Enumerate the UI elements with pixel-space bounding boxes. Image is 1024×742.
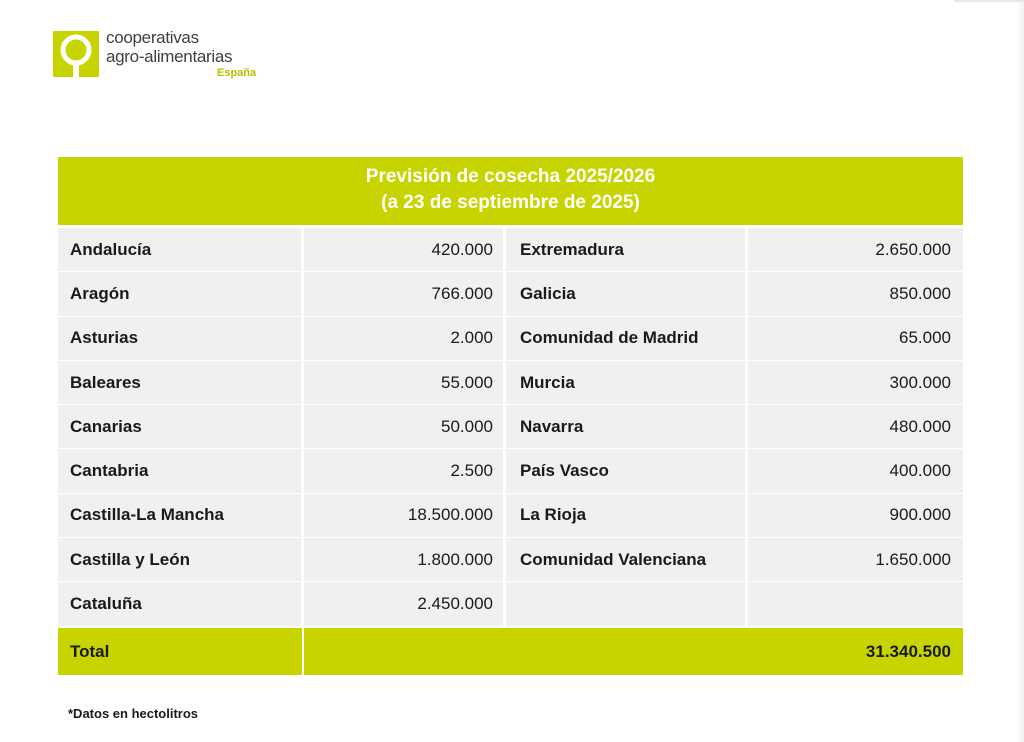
region-value-right: 850.000	[748, 272, 963, 316]
region-name-left: Andalucía	[58, 228, 304, 272]
region-value-right: 1.650.000	[748, 538, 963, 582]
region-value-left: 420.000	[304, 228, 506, 272]
region-value-left: 55.000	[304, 361, 506, 405]
region-value-right: 300.000	[748, 361, 963, 405]
region-value-left: 2.500	[304, 449, 506, 493]
region-value-right: 2.650.000	[748, 228, 963, 272]
page-edge	[1016, 0, 1024, 742]
table-title	[58, 157, 963, 225]
table-row	[58, 317, 963, 361]
region-name-right: Comunidad Valenciana	[506, 538, 748, 582]
region-name-left: Aragón	[58, 272, 304, 316]
logo-line2: agro-alimentarias	[106, 47, 233, 66]
logo-mark-icon	[53, 31, 99, 77]
logo-line1: cooperativas	[106, 28, 199, 47]
total-value: 31.340.500	[304, 628, 963, 675]
table-row	[58, 405, 963, 449]
region-value-left: 766.000	[304, 272, 506, 316]
region-value-left: 50.000	[304, 405, 506, 449]
logo-country: España	[217, 67, 257, 79]
footnote: *Datos en hectolitros	[68, 706, 199, 721]
region-name-left: Canarias	[58, 405, 304, 449]
region-value-left: 2.000	[304, 317, 506, 361]
region-value-right: 900.000	[748, 494, 963, 538]
region-value-right	[748, 582, 963, 626]
region-value-right: 65.000	[748, 317, 963, 361]
region-name-left: Baleares	[58, 361, 304, 405]
region-name-right	[506, 582, 748, 626]
region-name-left: Cataluña	[58, 582, 304, 626]
region-name-left: Asturias	[58, 317, 304, 361]
region-name-right: País Vasco	[506, 449, 748, 493]
table-row	[58, 361, 963, 405]
logo-wordmark	[106, 28, 232, 66]
region-name-right: Galicia	[506, 272, 748, 316]
region-value-left: 2.450.000	[304, 582, 506, 626]
region-name-right: Navarra	[506, 405, 748, 449]
region-value-right: 400.000	[748, 449, 963, 493]
table-row	[58, 228, 963, 272]
region-name-left: Castilla y León	[58, 538, 304, 582]
page-edge-top	[954, 0, 1024, 2]
region-name-right: Comunidad de Madrid	[506, 317, 748, 361]
total-row	[58, 628, 963, 675]
region-value-left: 1.800.000	[304, 538, 506, 582]
table-title-line2: (a 23 de septiembre de 2025)	[381, 192, 640, 213]
region-name-right: Murcia	[506, 361, 748, 405]
region-value-right: 480.000	[748, 405, 963, 449]
table-title-line1: Previsión de cosecha 2025/2026	[365, 166, 656, 187]
harvest-table	[58, 228, 963, 627]
cooperativas-logo	[53, 28, 283, 83]
region-name-right: Extremadura	[506, 228, 748, 272]
total-label: Total	[58, 628, 304, 675]
region-name-left: Cantabria	[58, 449, 304, 493]
region-name-right: La Rioja	[506, 494, 748, 538]
table-row	[58, 272, 963, 316]
region-value-left: 18.500.000	[304, 494, 506, 538]
region-name-left: Castilla-La Mancha	[58, 494, 304, 538]
table-row	[58, 538, 963, 582]
table-row	[58, 449, 963, 493]
table-row	[58, 582, 963, 626]
table-row	[58, 494, 963, 538]
